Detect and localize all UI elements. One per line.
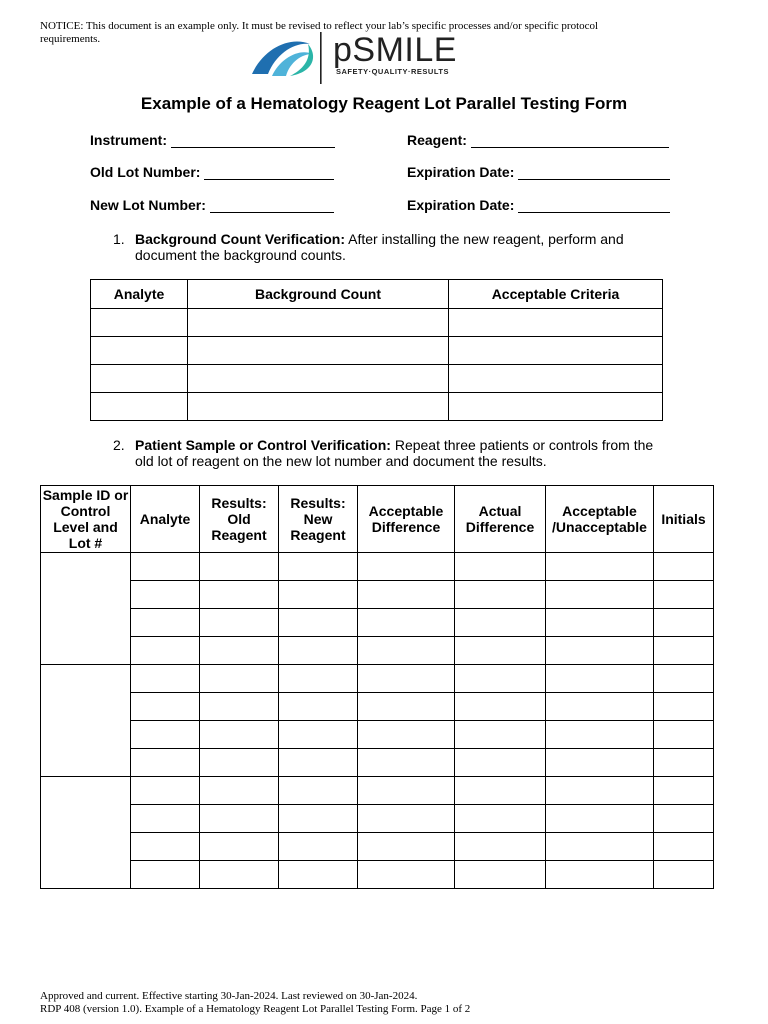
table-cell[interactable] — [358, 777, 455, 805]
table-cell[interactable] — [131, 833, 200, 861]
table-cell[interactable] — [455, 693, 546, 721]
sample-id-cell[interactable] — [41, 777, 131, 889]
table-cell[interactable] — [654, 665, 714, 693]
footer-document-line: RDP 408 (version 1.0). Example of a Hematology Reagent Lot Parallel Testing Form. Page 1 of 2 — [40, 1003, 471, 1015]
table-cell[interactable] — [358, 861, 455, 889]
table-cell[interactable] — [200, 553, 279, 581]
table-cell[interactable] — [200, 805, 279, 833]
reagent-blank[interactable] — [471, 133, 669, 148]
column-header-analyte: Analyte — [131, 486, 200, 553]
instrument-label: Instrument: — [90, 132, 167, 148]
table-row — [91, 337, 663, 365]
table-row — [41, 553, 714, 581]
table-cell[interactable] — [131, 721, 200, 749]
step-1 — [113, 231, 673, 263]
logo-wordmark: pSMILE — [333, 31, 457, 69]
expiration-date-1-blank[interactable] — [518, 165, 670, 180]
expiration-date-1-label: Expiration Date: — [407, 164, 515, 180]
table-cell[interactable] — [358, 805, 455, 833]
table-cell[interactable] — [449, 365, 663, 393]
table-cell[interactable] — [358, 833, 455, 861]
reagent-label: Reagent: — [407, 132, 467, 148]
table-cell[interactable] — [131, 665, 200, 693]
step-1-text: After installing the new reagent, perform and document the background counts. — [135, 231, 624, 263]
patient-sample-table — [40, 485, 714, 889]
logo-divider — [320, 32, 322, 84]
table-cell[interactable] — [200, 721, 279, 749]
table-cell[interactable] — [131, 777, 200, 805]
table-row — [41, 609, 714, 637]
background-count-table-body — [91, 309, 663, 421]
table-cell[interactable] — [279, 861, 358, 889]
table-cell[interactable] — [131, 805, 200, 833]
table-cell[interactable] — [455, 749, 546, 777]
step-1-number: 1. — [113, 231, 125, 247]
new-lot-blank[interactable] — [210, 198, 334, 213]
table-cell[interactable] — [91, 337, 188, 365]
instrument-field — [90, 132, 335, 148]
table-cell[interactable] — [358, 553, 455, 581]
old-lot-blank[interactable] — [204, 165, 334, 180]
table-cell[interactable] — [188, 337, 449, 365]
table-cell[interactable] — [200, 581, 279, 609]
table-header-row — [41, 486, 714, 553]
table-cell[interactable] — [455, 805, 546, 833]
column-header-actual-difference: Actual Difference — [455, 486, 546, 553]
table-cell[interactable] — [546, 581, 654, 609]
table-cell[interactable] — [200, 693, 279, 721]
table-cell[interactable] — [358, 581, 455, 609]
table-cell[interactable] — [91, 393, 188, 421]
table-cell[interactable] — [654, 833, 714, 861]
table-header-row — [91, 280, 663, 309]
table-cell[interactable] — [279, 637, 358, 665]
column-header-acceptable-criteria: Acceptable Criteria — [449, 280, 663, 309]
table-row — [41, 637, 714, 665]
column-header-results-old-reagent: Results: Old Reagent — [200, 486, 279, 553]
table-cell[interactable] — [279, 777, 358, 805]
table-cell[interactable] — [455, 721, 546, 749]
table-cell[interactable] — [455, 861, 546, 889]
table-cell[interactable] — [654, 609, 714, 637]
table-cell[interactable] — [654, 637, 714, 665]
step-2-number: 2. — [113, 437, 125, 453]
column-header-background-count: Background Count — [188, 280, 449, 309]
table-cell[interactable] — [91, 309, 188, 337]
table-cell[interactable] — [131, 637, 200, 665]
step-1-heading: Background Count Verification: — [135, 231, 346, 247]
table-cell[interactable] — [654, 553, 714, 581]
footer-approval-line: Approved and current. Effective starting 30-Jan-2024. Last reviewed on 30-Jan-2024. — [40, 990, 418, 1002]
expiration-date-2-field — [407, 197, 670, 213]
table-cell[interactable] — [279, 749, 358, 777]
background-count-table — [90, 279, 663, 421]
table-cell[interactable] — [455, 665, 546, 693]
notice-text: NOTICE: This document is an example only. It must be revised to reflect your lab’s specific processes and/or specific protocol requirements. — [40, 20, 599, 45]
table-cell[interactable] — [654, 693, 714, 721]
table-row — [91, 365, 663, 393]
table-cell[interactable] — [200, 861, 279, 889]
table-cell[interactable] — [279, 609, 358, 637]
table-row — [91, 309, 663, 337]
table-cell[interactable] — [546, 721, 654, 749]
expiration-date-2-label: Expiration Date: — [407, 197, 515, 213]
table-cell[interactable] — [546, 553, 654, 581]
table-row — [41, 777, 714, 805]
table-cell[interactable] — [200, 665, 279, 693]
table-row — [41, 693, 714, 721]
step-2-text: Repeat three patients or controls from the old lot of reagent on the new lot number and document the results. — [135, 437, 654, 469]
patient-sample-table-body — [41, 553, 714, 889]
table-cell[interactable] — [546, 861, 654, 889]
table-cell[interactable] — [455, 777, 546, 805]
table-cell[interactable] — [358, 749, 455, 777]
table-row — [41, 721, 714, 749]
table-cell[interactable] — [91, 365, 188, 393]
table-cell[interactable] — [546, 777, 654, 805]
table-cell[interactable] — [455, 581, 546, 609]
reagent-field — [407, 132, 669, 148]
table-cell[interactable] — [358, 665, 455, 693]
table-cell[interactable] — [449, 337, 663, 365]
table-cell[interactable] — [279, 665, 358, 693]
table-cell[interactable] — [358, 637, 455, 665]
table-cell[interactable] — [455, 637, 546, 665]
sample-id-cell[interactable] — [41, 553, 131, 665]
table-cell[interactable] — [188, 365, 449, 393]
table-cell[interactable] — [546, 833, 654, 861]
table-cell[interactable] — [200, 833, 279, 861]
step-2-heading: Patient Sample or Control Verification: — [135, 437, 391, 453]
table-cell[interactable] — [455, 553, 546, 581]
expiration-date-2-blank[interactable] — [518, 198, 670, 213]
column-header-analyte: Analyte — [91, 280, 188, 309]
table-cell[interactable] — [654, 777, 714, 805]
step-2 — [113, 437, 673, 469]
table-row — [41, 665, 714, 693]
column-header-acceptable-unacceptable: Acceptable /Unacceptable — [546, 486, 654, 553]
table-row — [41, 833, 714, 861]
table-cell[interactable] — [131, 749, 200, 777]
table-cell[interactable] — [449, 309, 663, 337]
table-cell[interactable] — [279, 721, 358, 749]
footer — [40, 990, 470, 1016]
column-header-sample-id: Sample ID or Control Level and Lot # — [41, 486, 131, 553]
table-cell[interactable] — [654, 581, 714, 609]
table-cell[interactable] — [449, 393, 663, 421]
table-cell[interactable] — [546, 693, 654, 721]
table-cell[interactable] — [654, 749, 714, 777]
form-title: Example of a Hematology Reagent Lot Parallel Testing Form — [140, 94, 628, 113]
old-lot-label: Old Lot Number: — [90, 164, 201, 180]
logo-tagline: SAFETY·QUALITY·RESULTS — [336, 67, 449, 76]
sample-id-cell[interactable] — [41, 665, 131, 777]
table-cell[interactable] — [546, 665, 654, 693]
table-cell[interactable] — [455, 609, 546, 637]
table-row — [41, 749, 714, 777]
table-cell[interactable] — [131, 861, 200, 889]
table-cell[interactable] — [131, 693, 200, 721]
table-row — [41, 861, 714, 889]
table-cell[interactable] — [654, 805, 714, 833]
table-cell[interactable] — [188, 309, 449, 337]
table-cell[interactable] — [654, 721, 714, 749]
column-header-results-new-reagent: Results: New Reagent — [279, 486, 358, 553]
table-cell[interactable] — [546, 609, 654, 637]
table-cell[interactable] — [131, 609, 200, 637]
table-cell[interactable] — [654, 861, 714, 889]
table-cell[interactable] — [358, 721, 455, 749]
table-cell[interactable] — [131, 581, 200, 609]
table-cell[interactable] — [200, 777, 279, 805]
old-lot-field — [90, 164, 334, 180]
new-lot-label: New Lot Number: — [90, 197, 206, 213]
table-cell[interactable] — [546, 805, 654, 833]
table-cell[interactable] — [200, 637, 279, 665]
table-row — [41, 581, 714, 609]
table-cell[interactable] — [358, 609, 455, 637]
table-cell[interactable] — [455, 833, 546, 861]
column-header-acceptable-difference: Acceptable Difference — [358, 486, 455, 553]
table-row — [91, 393, 663, 421]
table-cell[interactable] — [279, 805, 358, 833]
new-lot-field — [90, 197, 334, 213]
table-cell[interactable] — [200, 609, 279, 637]
table-cell[interactable] — [200, 749, 279, 777]
table-cell[interactable] — [279, 833, 358, 861]
expiration-date-1-field — [407, 164, 670, 180]
instrument-blank[interactable] — [171, 133, 335, 148]
table-cell[interactable] — [188, 393, 449, 421]
table-cell[interactable] — [279, 693, 358, 721]
table-row — [41, 805, 714, 833]
table-cell[interactable] — [131, 553, 200, 581]
table-cell[interactable] — [358, 693, 455, 721]
column-header-initials: Initials — [654, 486, 714, 553]
table-cell[interactable] — [279, 581, 358, 609]
table-cell[interactable] — [279, 553, 358, 581]
table-cell[interactable] — [546, 637, 654, 665]
table-cell[interactable] — [546, 749, 654, 777]
